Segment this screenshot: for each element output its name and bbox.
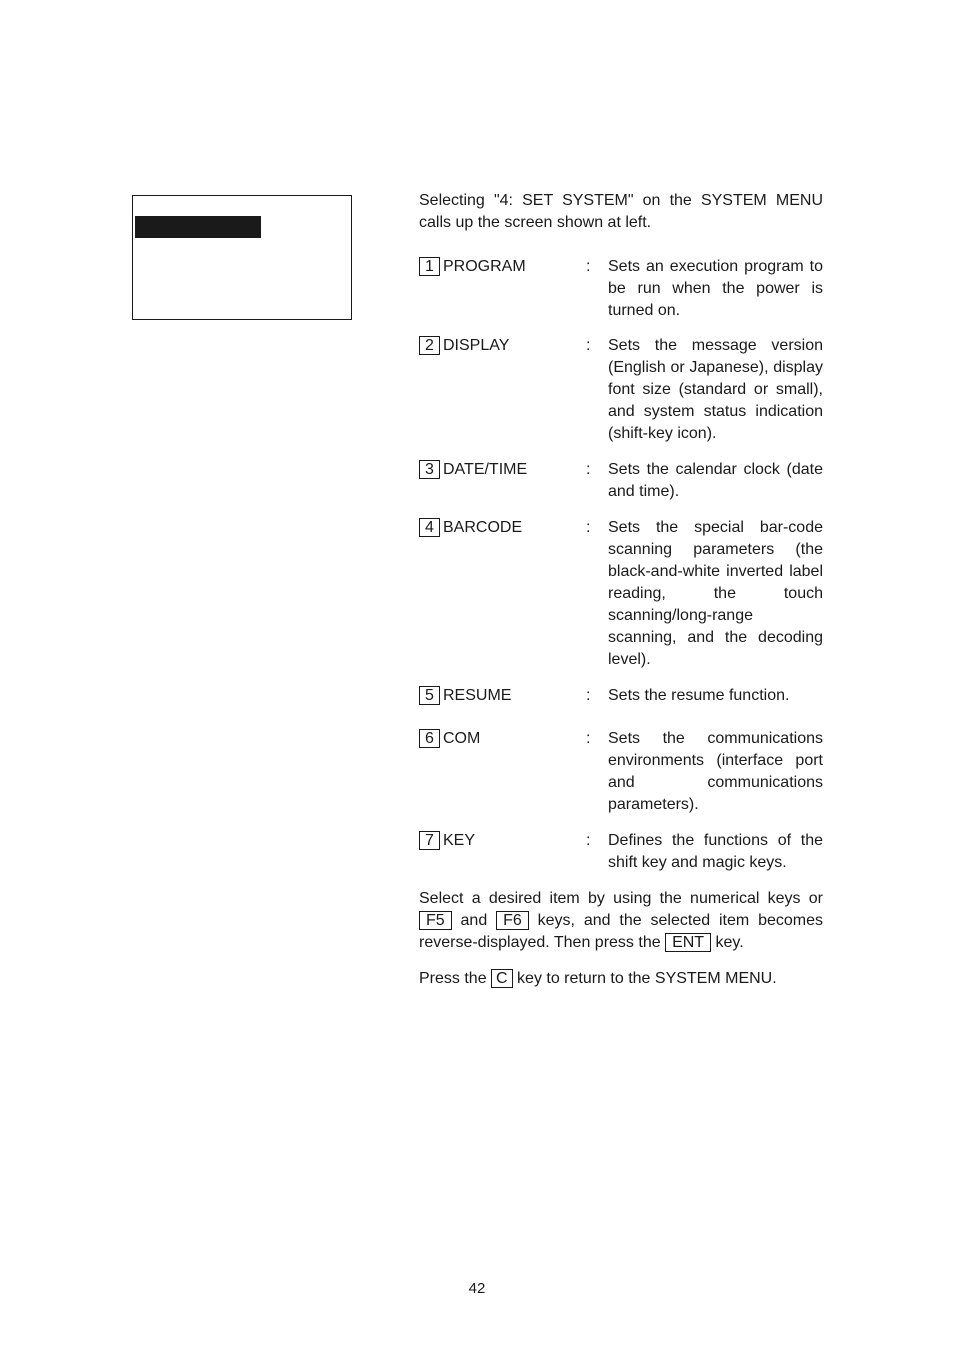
item-name: PROGRAM (443, 258, 526, 275)
ent-key-cap: ENT (665, 933, 711, 952)
item-row (419, 728, 823, 816)
f6-key-cap: F6 (496, 911, 529, 930)
item-row (419, 830, 823, 874)
text-run: keys, and the selected item becomes reverse-displayed. Then press the (419, 912, 823, 951)
text-run: key to return to the SYSTEM MENU. (512, 970, 777, 987)
item-description: Sets the message version (English or Japanese), display font size (standard or small), and system status indication (shift-key icon). (608, 337, 823, 442)
item-label (419, 517, 522, 539)
item-label (419, 685, 511, 707)
key-cap: 6 (419, 729, 440, 748)
key-cap: 3 (419, 460, 440, 479)
colon: : (586, 258, 591, 275)
select-instructions (419, 888, 823, 954)
item-name: BARCODE (443, 519, 523, 536)
lcd-screen-illustration (132, 195, 352, 320)
c-key-cap: C (491, 969, 513, 988)
main-text-column (419, 190, 823, 990)
item-description: Sets the special bar-code scanning parameters (the black-and-white inverted label reading, the touch scanning/long-range scanning, and the decoding level). (608, 519, 823, 668)
item-name: DISPLAY (443, 337, 510, 354)
text-run: Select a desired item by using the numerical keys or (419, 890, 823, 907)
item-label (419, 335, 509, 357)
intro-paragraph: Selecting "4: SET SYSTEM" on the SYSTEM MENU calls up the screen shown at left. (419, 192, 823, 231)
return-instructions (419, 968, 823, 990)
key-cap: 4 (419, 518, 440, 537)
reverse-display-highlight (135, 216, 261, 238)
item-description: Sets the resume function. (608, 687, 790, 704)
item-label (419, 256, 526, 278)
text-run: Press the (419, 970, 492, 987)
item-row (419, 459, 823, 503)
item-name: COM (443, 730, 481, 747)
colon: : (586, 832, 591, 849)
f5-key-cap: F5 (419, 911, 452, 930)
colon: : (586, 519, 591, 536)
item-description: Defines the functions of the shift key and magic keys. (608, 832, 823, 871)
colon: : (586, 337, 591, 354)
item-row (419, 256, 823, 322)
item-name: DATE/TIME (443, 461, 528, 478)
page-number: 42 (468, 1280, 486, 1297)
item-row (419, 335, 823, 445)
key-cap: 2 (419, 336, 440, 355)
key-cap: 7 (419, 831, 440, 850)
item-label (419, 459, 527, 481)
item-row (419, 517, 823, 671)
item-description: Sets an execution program to be run when the power is turned on. (608, 258, 823, 319)
colon: : (586, 730, 591, 747)
item-row (419, 685, 823, 707)
item-description: Sets the calendar clock (date and time). (608, 461, 823, 500)
item-label (419, 728, 480, 750)
colon: : (586, 461, 591, 478)
item-label (419, 830, 475, 852)
text-run: key. (711, 934, 744, 951)
item-name: KEY (443, 832, 476, 849)
key-cap: 1 (419, 257, 440, 276)
text-run: and (451, 912, 497, 929)
item-description: Sets the communications environments (interface port and communications parameters). (608, 730, 823, 813)
item-name: RESUME (443, 687, 512, 704)
key-cap: 5 (419, 686, 440, 705)
colon: : (586, 687, 591, 704)
